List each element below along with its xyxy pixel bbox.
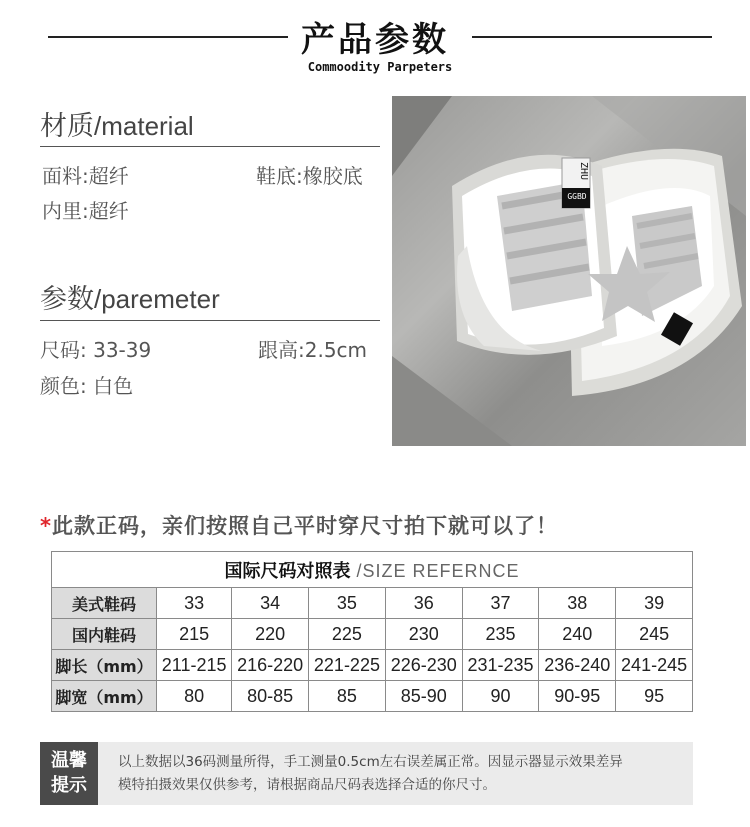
table-cell: 226-230 [385, 650, 462, 681]
tip-label-line1: 温馨 [51, 750, 87, 771]
table-cell: 39 [616, 588, 693, 619]
table-cell: 35 [309, 588, 386, 619]
page-title: 产品参数 [301, 20, 449, 60]
tongue-label: ZHU [578, 162, 589, 181]
table-cell: 221-225 [309, 650, 386, 681]
size-notice [40, 510, 558, 540]
table-cell: 225 [309, 619, 386, 650]
fabric-field: 面料:超纤 [42, 164, 129, 188]
lining-field: 内里:超纤 [42, 199, 129, 223]
table-cell: 80 [157, 681, 232, 712]
table-cell: 216-220 [232, 650, 309, 681]
page-subtitle: Commoodity Parpeters [307, 60, 453, 74]
material-heading-en: /material [94, 111, 194, 141]
table-cell: 38 [539, 588, 616, 619]
size-table-caption [52, 552, 693, 588]
table-cell: 241-245 [616, 650, 693, 681]
table-cell: 90-95 [539, 681, 616, 712]
size-table-title-en: /SIZE REFERNCE [350, 560, 520, 581]
params-heading [40, 277, 220, 316]
table-cell: 90 [462, 681, 539, 712]
product-photo [392, 96, 746, 446]
tip-label-line2: 提示 [51, 775, 87, 796]
params-divider [40, 320, 380, 321]
table-cell: 37 [462, 588, 539, 619]
table-cell: 85 [309, 681, 386, 712]
params-heading-en: /paremeter [94, 284, 220, 314]
heel-height-field: 跟高:2.5cm [258, 338, 368, 362]
tip-label [40, 742, 98, 805]
table-cell: 33 [157, 588, 232, 619]
sole-field: 鞋底:橡胶底 [256, 164, 363, 188]
table-cell: 85-90 [385, 681, 462, 712]
sneaker-illustration [392, 96, 746, 446]
table-cell: 95 [616, 681, 693, 712]
table-row [52, 588, 693, 619]
row-label: 脚长（mm） [52, 650, 157, 681]
table-cell: 36 [385, 588, 462, 619]
row-label: 美式鞋码 [52, 588, 157, 619]
size-table [51, 551, 693, 712]
table-cell: 235 [462, 619, 539, 650]
row-label: 脚宽（mm） [52, 681, 157, 712]
table-row [52, 650, 693, 681]
table-cell: 34 [232, 588, 309, 619]
table-cell: 231-235 [462, 650, 539, 681]
tongue-tag: GGBD [567, 192, 587, 201]
color-field: 颜色: 白色 [40, 374, 134, 398]
table-cell: 236-240 [539, 650, 616, 681]
table-cell: 220 [232, 619, 309, 650]
notice-star: * [40, 514, 52, 538]
table-cell: 211-215 [157, 650, 232, 681]
size-table-title-zh: 国际尺码对照表 [224, 560, 351, 582]
tip-line-2: 模特拍摄效果仅供参考，请根据商品尺码表选择合适的你尺寸。 [118, 777, 496, 793]
table-cell: 80-85 [232, 681, 309, 712]
material-divider [40, 146, 380, 147]
row-label: 国内鞋码 [52, 619, 157, 650]
params-heading-zh: 参数 [40, 284, 94, 315]
material-heading-zh: 材质 [40, 111, 94, 142]
table-row [52, 681, 693, 712]
table-row [52, 619, 693, 650]
table-cell: 240 [539, 619, 616, 650]
table-cell: 245 [616, 619, 693, 650]
table-cell: 230 [385, 619, 462, 650]
material-heading [40, 104, 194, 143]
notice-text: 此款正码，亲们按照自己平时穿尺寸拍下就可以了！ [51, 514, 558, 538]
size-field: 尺码: 33-39 [40, 338, 152, 362]
table-cell: 215 [157, 619, 232, 650]
tip-box [40, 742, 693, 805]
tip-line-1: 以上数据以36码测量所得，手工测量0.5cm左右误差属正常。因显示器显示效果差异 [118, 754, 623, 770]
tip-text [118, 751, 683, 797]
